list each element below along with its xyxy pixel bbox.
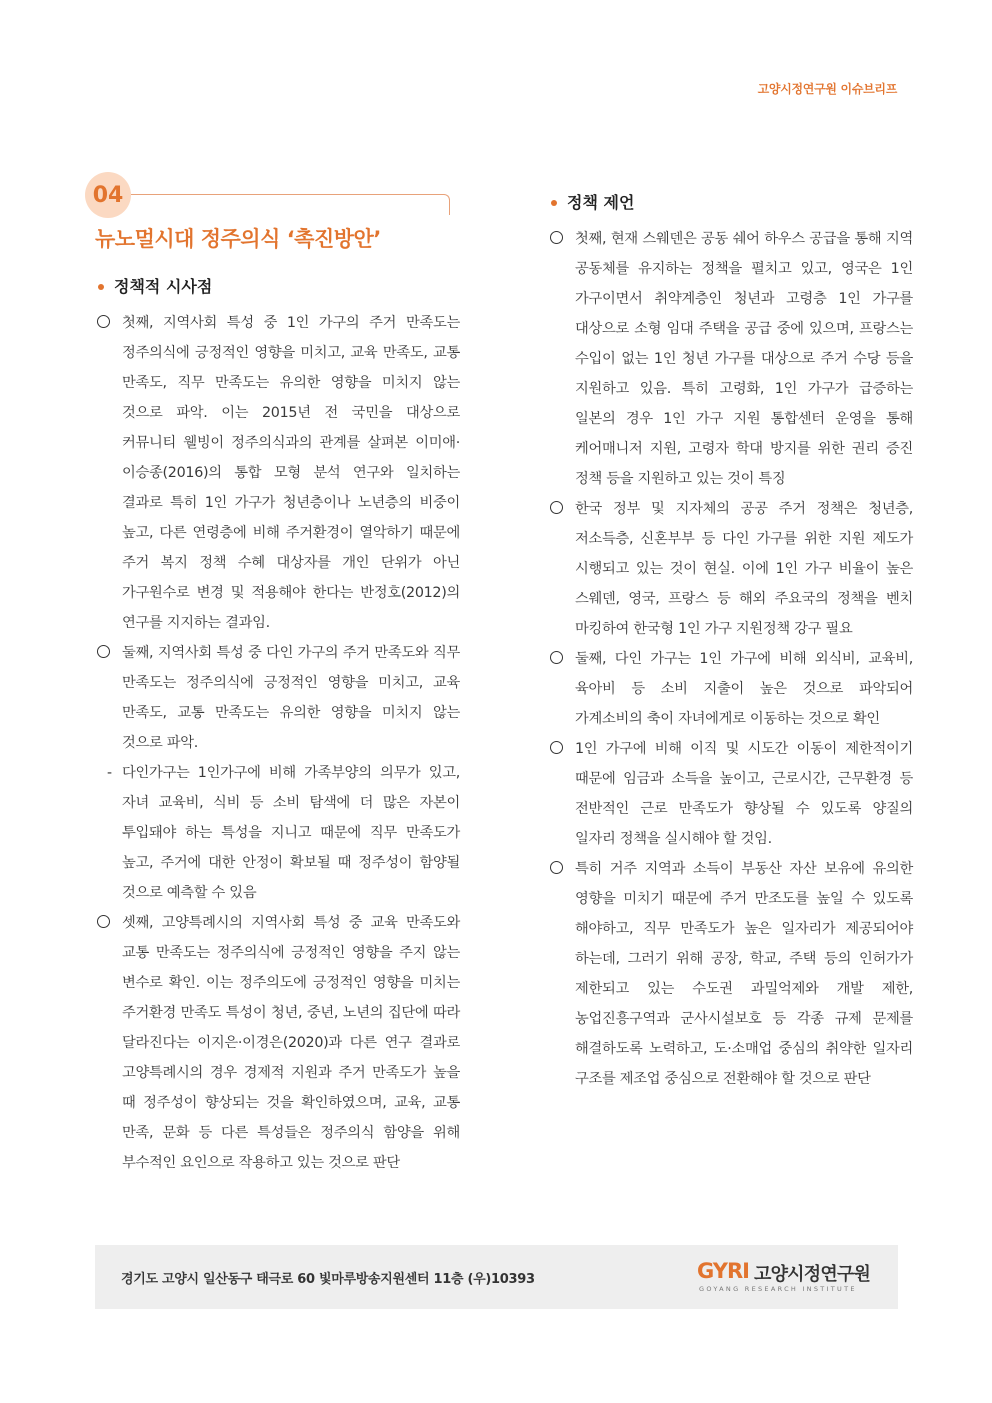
left-column [95, 272, 460, 1178]
right-paragraph-3 [548, 644, 913, 734]
left-paragraph-3 [95, 908, 460, 1178]
bullet-dot-icon [98, 284, 104, 290]
right-paragraph-1-text: 첫째, 현재 스웨덴은 공동 쉐어 하우스 공급을 통해 지역 공동체를 유지하는 정책을 펼치고 있고, 영국은 1인 가구이면서 취약계층인 청년과 고령층 1인 가구를 대상으로 소형 임대 주택을 공급 중에 있으며, 프랑스는 수입이 없는 1인 청년 가구를 대상으로 주거 수당 등을 지원하고 있음. 특히 고령화, 1인 가구가 급증하는 일본의 경우 1인 가구 지원 통합센터 운영을 통해 케어매니저 지원, 고령자 학대 방지를 위한 권리 증진 정책 등을 지원하고 있는 것이 특징 [575, 231, 913, 487]
left-paragraph-2-text: 둘째, 지역사회 특성 중 다인 가구의 주거 만족도와 직무 만족도는 정주의식에 긍정적인 영향을 미치고, 교육 만족도, 교통 만족도는 유의한 영향을 미치지 않는 것으로 파악. [122, 645, 460, 751]
circle-bullet-icon [97, 315, 110, 328]
circle-bullet-icon [550, 861, 563, 874]
logo-subtitle: GOYANG RESEARCH INSTITUTE [699, 1285, 857, 1293]
section-number-badge: 04 [85, 172, 131, 218]
logo-mark: GYRI [697, 1259, 749, 1283]
right-paragraph-2-text: 한국 정부 및 지자체의 공공 주거 정책은 청년층, 저소득층, 신혼부부 등 다인 가구를 위한 지원 제도가 시행되고 있는 것이 현실. 이에 1인 가구 비율이 높은 스웨덴, 영국, 프랑스 등 해외 주요국의 정책을 벤치 마킹하여 한국형 1인 가구 지원정책 강구 필요 [575, 501, 913, 637]
bullet-dot-icon [551, 200, 557, 206]
section-divider-line [131, 194, 450, 215]
right-paragraph-5-text: 특히 거주 지역과 소득이 부동산 자산 보유에 유의한 영향을 미치기 때문에 주거 만조도를 높일 수 있도록 해야하고, 직무 만족도가 높은 일자리가 제공되어야 하는데, 그러기 위해 공장, 학교, 주택 등의 인허가가 제한되고 있는 수도권 과밀억제와 개발 제한, 농업진흥구역과 군사시설보호 등 각종 규제 문제를 해결하도록 노력하고, 도·소매업 중심의 취약한 일자리 구조를 제조업 중심으로 전환해야 할 것으로 판단 [575, 861, 913, 1087]
footer-address: 경기도 고양시 일산동구 태극로 60 빛마루방송지원센터 11층 (우)10393 [121, 1272, 535, 1287]
circle-bullet-icon [550, 741, 563, 754]
header-brand: 고양시정연구원 이슈브리프 [757, 82, 897, 96]
circle-bullet-icon [550, 231, 563, 244]
right-paragraph-1 [548, 224, 913, 494]
left-subheading [95, 272, 460, 302]
left-paragraph-1 [95, 308, 460, 638]
footer [95, 1245, 898, 1309]
circle-bullet-icon [550, 501, 563, 514]
left-dash-item [95, 758, 460, 908]
left-paragraph-2 [95, 638, 460, 758]
right-paragraph-5 [548, 854, 913, 1094]
institute-logo [697, 1259, 872, 1295]
circle-bullet-icon [97, 915, 110, 928]
left-subheading-text: 정책적 시사점 [114, 277, 213, 296]
right-paragraph-4 [548, 734, 913, 854]
right-paragraph-4-text: 1인 가구에 비해 이직 및 시도간 이동이 제한적이기 때문에 임금과 소득을 높이고, 근로시간, 근무환경 등 전반적인 근로 만족도가 향상될 수 있도록 양질의 일자리 정책을 실시해야 할 것임. [575, 741, 913, 847]
circle-bullet-icon [550, 651, 563, 664]
left-dash-item-text: 다인가구는 1인가구에 비해 가족부양의 의무가 있고, 자녀 교육비, 식비 등 소비 탐색에 더 많은 자본이 투입돼야 하는 특성을 지니고 때문에 직무 만족도가 높고, 주거에 대한 안정이 확보될 때 정주성이 함양될 것으로 예측할 수 있음 [122, 765, 460, 901]
right-paragraph-2 [548, 494, 913, 644]
right-paragraph-3-text: 둘째, 다인 가구는 1인 가구에 비해 외식비, 교육비, 육아비 등 소비 지출이 높은 것으로 파악되어 가계소비의 축이 자녀에게로 이동하는 것으로 확인 [575, 651, 913, 727]
left-paragraph-3-text: 셋째, 고양특례시의 지역사회 특성 중 교육 만족도와 교통 만족도는 정주의식에 긍정적인 영향을 주지 않는 변수로 확인. 이는 정주의도에 긍정적인 영향을 미치는 주거환경 만족도 특성이 청년, 중년, 노년의 집단에 따라 달라진다는 이지은·이경은(2020)과 다른 연구 결과로 고양특례시의 경우 경제적 지원과 주거 만족도가 높을 때 정주성이 향상되는 것을 확인하였으며, 교육, 교통 만족, 문화 등 다른 특성들은 정주의식 함양을 위해 부수적인 요인으로 작용하고 있는 것으로 판단 [122, 915, 460, 1171]
right-subheading-text: 정책 제언 [567, 193, 635, 212]
dash-bullet-icon: - [107, 765, 112, 781]
section-title: 뉴노멀시대 정주의식 ‘촉진방안’ [95, 227, 381, 251]
right-column [548, 188, 913, 1094]
logo-name: 고양시정연구원 [754, 1264, 871, 1285]
right-subheading [548, 188, 913, 218]
left-paragraph-1-text: 첫째, 지역사회 특성 중 1인 가구의 주거 만족도는 정주의식에 긍정적인 영향을 미치고, 교육 만족도, 교통 만족도, 직무 만족도는 유의한 영향을 미치지 않는 것으로 파악. 이는 2015년 전 국민을 대상으로 커뮤니티 웰빙이 정주의식과의 관계를 살펴본 이미애·이승종(2016)의 통합 모형 분석 연구와 일치하는 결과로 특히 1인 가구가 청년층이나 노년층의 비중이 높고, 다른 연령층에 비해 주거환경이 열악하기 때문에 주거 복지 정책 수혜 대상자를 개인 단위가 아닌 가구원수로 변경 및 적용해야 한다는 반정호(2012)의 연구를 지지하는 결과임. [122, 315, 460, 631]
circle-bullet-icon [97, 645, 110, 658]
